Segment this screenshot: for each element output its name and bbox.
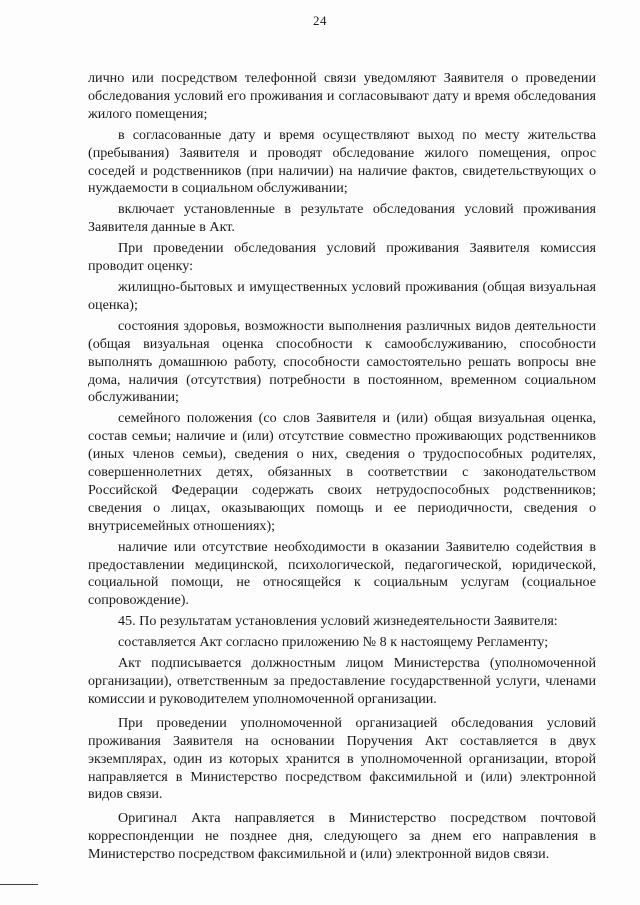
paragraph-family-status: семейного положения (со слов Заявителя и (или) общая визуальная оценка, состав семьи; наличие и (или) отсутствие совместно проживающих родственников (иных членов семьи), сведения о них, сведения о трудоспособных родителях, совершеннолетних детях, обязанных в соответствии с законодательством Российской Федерации содержать своих нетрудоспособных родственников; сведения о лицах, оказывающих помощь и ее периодичности, сведения о внутрисемейных отношениях); [88, 410, 596, 534]
paragraph-two-copies: При проведении уполномоченной организацией обследования условий проживания Заявителя на основании Поручения Акт составляется в двух экземплярах, один из которых хранится в уполномоченной организации, второй направляется в Министерство посредством факсимильной и (или) электронной видов связи. [88, 714, 596, 803]
paragraph-include-data: включает установленные в результате обследования условий проживания Заявителя данные в Акт. [88, 201, 596, 236]
paragraph-visit-residence: в согласованные дату и время осуществляют выход по месту жительства (пребывания) Заявителя и проводят обследование жилого помещения, опрос соседей и родственников (при наличии) на наличие фактов, свидетельствующих о нуждаемости в социальном обслуживании; [88, 126, 596, 197]
paragraph-section-45: 45. По результатам установления условий жизнедеятельности Заявителя: [118, 613, 558, 630]
scan-edge-mark [0, 884, 38, 885]
page-number: 24 [313, 13, 327, 28]
paragraph-housing-conditions: жилищно-бытовых и имущественных условий проживания (общая визуальная оценка); [88, 278, 596, 313]
paragraph-assistance-need: наличие или отсутствие необходимости в оказании Заявителю содействия в предоставлении медицинской, психологической, педагогической, юридической, социальной помощи, не относящейся к социальным услугам (социальное сопровождение). [88, 538, 596, 609]
paragraph-act-drawn-up: составляется Акт согласно приложению № 8 к настоящему Регламенту; [118, 634, 549, 651]
paragraph-commission-assessment: При проведении обследования условий проживания Заявителя комиссия проводит оценку: [88, 240, 596, 275]
paragraph-act-signed: Акт подписывается должностным лицом Министерства (уполномоченной организации), ответственным за предоставление государственной услуги, членами комиссии и руководителем уполномоченной организации. [88, 655, 596, 707]
paragraph-original-act: Оригинал Акта направляется в Министерство посредством почтовой корреспонденции не позднее дня, следующего за днем его направления в Министерство посредством факсимильной и (или) электронной видов связи. [88, 810, 596, 863]
document-body [88, 70, 596, 864]
paragraph-notify-applicant: лично или посредством телефонной связи уведомляют Заявителя о проведении обследования условий его проживания и согласовывают дату и время обследования жилого помещения; [88, 70, 596, 122]
paragraph-health-state: состояния здоровья, возможности выполнения различных видов деятельности (общая визуальная оценка способности к самообслуживанию, способности выполнять домашнюю работу, способности самостоятельно решать вопросы вне дома, наличия (отсутствия) потребности в постоянном, временном социальном обслуживании; [88, 317, 596, 406]
